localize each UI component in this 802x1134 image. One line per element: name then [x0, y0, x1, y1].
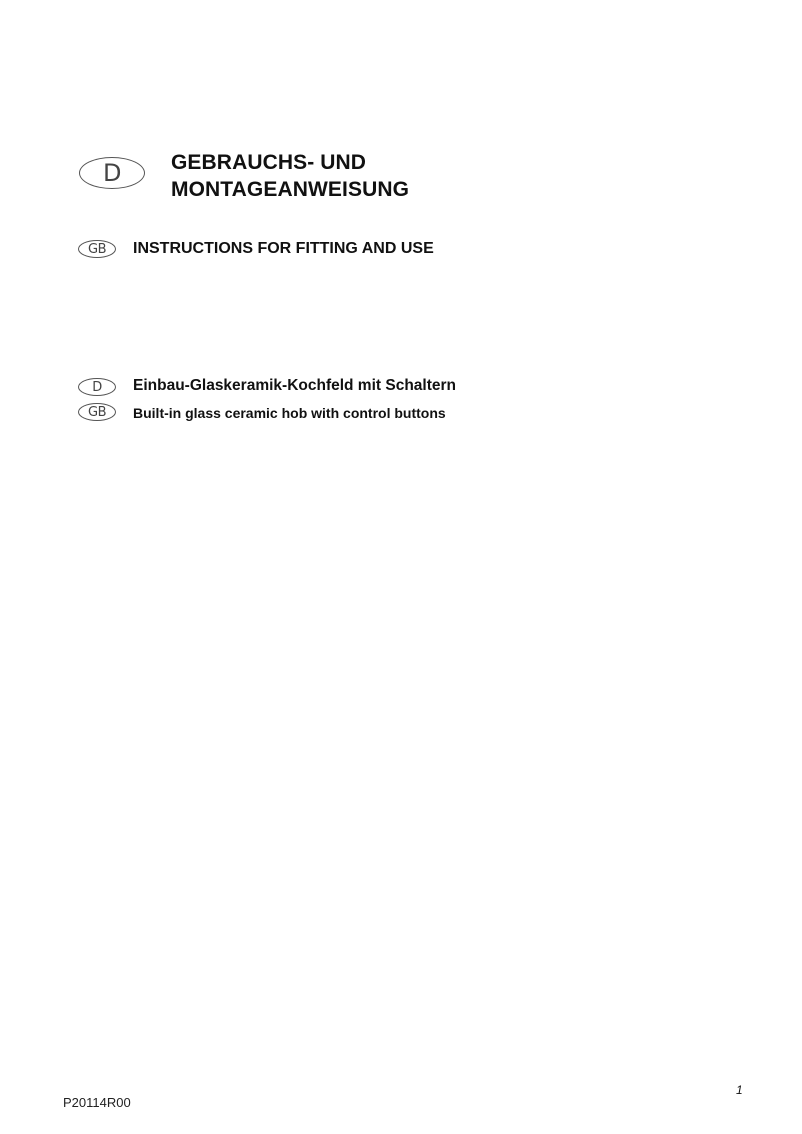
- language-badge-label: GB: [88, 404, 106, 420]
- product-description-german: Einbau-Glaskeramik-Kochfeld mit Schaltern: [133, 377, 457, 394]
- language-badge-label: D: [92, 379, 102, 395]
- language-badge-d-large: [79, 157, 145, 189]
- language-badge-gb-small: [78, 403, 116, 421]
- page-number: 1: [736, 1083, 743, 1097]
- language-badge-gb: [78, 240, 116, 258]
- title-line-1: GEBRAUCHS- UND: [171, 151, 367, 174]
- product-description-english: Built-in glass ceramic hob with control buttons: [133, 405, 446, 421]
- page-title-english: INSTRUCTIONS FOR FITTING AND USE: [133, 240, 434, 257]
- document-code: P20114R00: [63, 1095, 131, 1110]
- language-badge-label: D: [103, 159, 121, 187]
- language-badge-d-small: [78, 378, 116, 396]
- language-badge-label: GB: [88, 241, 106, 257]
- title-line-2: MONTAGEANWEISUNG: [171, 178, 410, 201]
- page-title-german: [171, 149, 409, 203]
